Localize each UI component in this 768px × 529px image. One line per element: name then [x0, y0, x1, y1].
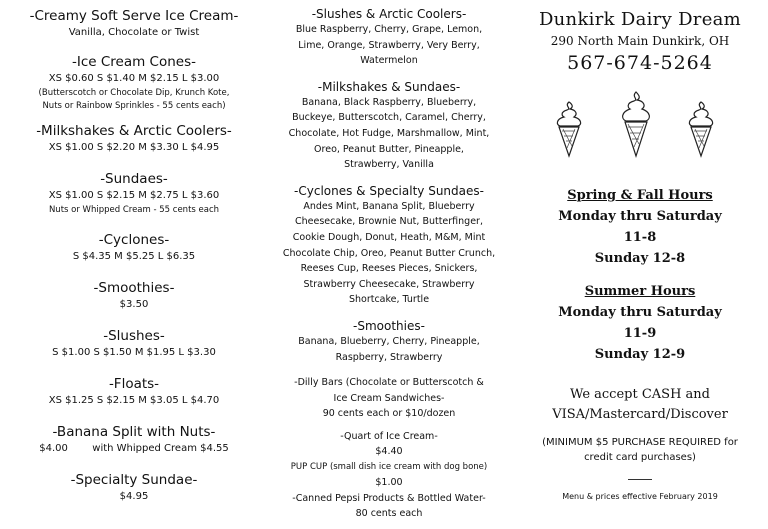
summer-sunday: Sunday 12-9 [594, 347, 686, 362]
credit-minimum: (MINIMUM $5 PURCHASE REQUIRED for [542, 437, 738, 448]
info-column [512, 0, 768, 503]
cones-note: Nuts or Rainbow Sprinkles - 55 cents each) [42, 101, 226, 111]
soft-serve-cone-icon [552, 100, 586, 158]
phone-number: 567-674-5264 [567, 52, 713, 74]
slushes-heading: -Slushes- [103, 328, 165, 344]
summer-heading: Summer Hours [584, 284, 696, 299]
dilly-bars: -Dilly Bars (Chocolate or Butterscotch & [294, 377, 484, 389]
quart-price: $4.40 [375, 446, 403, 458]
sundaes-heading: -Sundaes- [100, 171, 168, 187]
milkshakes-flavors: Banana, Black Raspberry, Blueberry, [301, 96, 477, 108]
milkshakes-prices: XS $1.00 S $2.20 M $3.30 L $4.95 [48, 142, 220, 153]
banana-split-prices [0, 441, 268, 457]
smoothies-flavors: Raspberry, Strawberry [335, 351, 443, 363]
sundaes-prices: XS $1.00 S $2.15 M $2.75 L $3.60 [48, 190, 220, 201]
pup-cup: PUP CUP (small dish ice cream with dog bone) [290, 462, 488, 473]
cyclones-flavors: Chocolate Chip, Oreo, Peanut Butter Crunch, [282, 247, 496, 259]
milkshakes-flavors: Strawberry, Vanilla [344, 159, 434, 171]
floats-prices: XS $1.25 S $2.15 M $3.05 L $4.70 [48, 395, 220, 406]
summer-days: Monday thru Saturday [558, 305, 722, 320]
soft-serve-flavors: Vanilla, Chocolate or Twist [68, 27, 200, 38]
pup-cup-price: $1.00 [375, 477, 403, 489]
address: 290 North Main Dunkirk, OH [550, 34, 730, 48]
pepsi-price: 80 cents each [355, 508, 423, 520]
milkshakes-flavors: Chocolate, Hot Fudge, Marshmallow, Mint, [288, 127, 490, 139]
slushes-prices: S $1.00 S $1.50 M $1.95 L $3.30 [52, 347, 216, 358]
cones-note: (Butterscotch or Chocolate Dip, Krunch Kote, [38, 88, 230, 98]
smoothies-flavors: Banana, Blueberry, Cherry, Pineapple, [298, 335, 480, 347]
brand-name: Dunkirk Dairy Dream [538, 9, 742, 30]
soft-serve-cone-icon [618, 90, 654, 158]
cyclones-flavors: Cookie Dough, Donut, Heath, M&M, Mint [292, 231, 486, 243]
slushes-flavors: Watermelon [360, 55, 418, 67]
spring-fall-heading: Spring & Fall Hours [567, 188, 713, 203]
sundaes-note: Nuts or Whipped Cream - 55 cents each [48, 205, 220, 215]
banana-split-price: $4.00 [39, 443, 68, 454]
spring-fall-weekday-hours: 11-8 [623, 230, 657, 245]
milkshakes-heading: -Milkshakes & Arctic Coolers- [36, 123, 232, 139]
cyclones-flavors: Andes Mint, Banana Split, Blueberry [303, 200, 475, 212]
cyclones-flavors: Cheesecake, Brownie Nut, Butterfinger, [295, 216, 483, 228]
slushes-flavors: Lime, Orange, Strawberry, Very Berry, [298, 39, 480, 51]
cones-prices: XS $0.60 S $1.40 M $2.15 L $3.00 [48, 73, 220, 84]
spring-fall-days: Monday thru Saturday [558, 209, 722, 224]
cyclones-flavors: Shortcake, Turtle [348, 294, 430, 306]
dilly-bars-price: 90 cents each or $10/dozen [322, 408, 456, 420]
spring-fall-sunday: Sunday 12-8 [594, 251, 686, 266]
floats-heading: -Floats- [108, 376, 160, 392]
effective-date: Menu & prices effective February 2019 [562, 492, 718, 501]
milkshakes-sundaes-heading: -Milkshakes & Sundaes- [317, 79, 461, 94]
quart-heading: -Quart of Ice Cream- [340, 430, 438, 442]
summer-weekday-hours: 11-9 [623, 326, 657, 341]
slushes-flavors: Blue Raspberry, Cherry, Grape, Lemon, [295, 24, 483, 35]
milkshakes-flavors: Oreo, Peanut Butter, Pineapple, [314, 143, 464, 155]
menu-column-flavors [266, 0, 512, 522]
cone-illustrations [512, 90, 768, 160]
payment-methods: We accept CASH and [570, 387, 710, 402]
dilly-bars: Ice Cream Sandwiches- [333, 392, 445, 404]
banana-split-heading: -Banana Split with Nuts- [52, 424, 216, 440]
banana-split-whipped: with Whipped Cream $4.55 [92, 443, 229, 454]
credit-minimum: credit card purchases) [584, 452, 696, 463]
divider [628, 479, 652, 480]
specialty-sundae-heading: -Specialty Sundae- [70, 472, 198, 488]
smoothies-heading: -Smoothies- [93, 280, 175, 296]
menu-column-prices [0, 0, 268, 505]
cyclones-sundaes-heading: -Cyclones & Specialty Sundaes- [294, 183, 484, 198]
pepsi-heading: -Canned Pepsi Products & Bottled Water- [292, 492, 486, 504]
smoothies-price: $3.50 [119, 299, 149, 310]
cyclones-heading: -Cyclones- [98, 232, 170, 248]
soft-serve-cone-icon [684, 100, 718, 158]
specialty-sundae-price: $4.95 [119, 491, 149, 502]
smoothies-flavors-heading: -Smoothies- [353, 318, 425, 333]
cyclones-prices: S $4.35 M $5.25 L $6.35 [72, 251, 196, 262]
payment-methods: VISA/Mastercard/Discover [552, 407, 728, 422]
cyclones-flavors: Strawberry Cheesecake, Strawberry [303, 278, 475, 290]
cyclones-flavors: Reeses Cup, Reeses Pieces, Snickers, [300, 263, 478, 275]
cones-heading: -Ice Cream Cones- [71, 54, 197, 70]
slushes-coolers-heading: -Slushes & Arctic Coolers- [311, 7, 467, 21]
soft-serve-heading: -Creamy Soft Serve Ice Cream- [29, 8, 239, 24]
milkshakes-flavors: Buckeye, Butterscotch, Caramel, Cherry, [292, 112, 486, 124]
